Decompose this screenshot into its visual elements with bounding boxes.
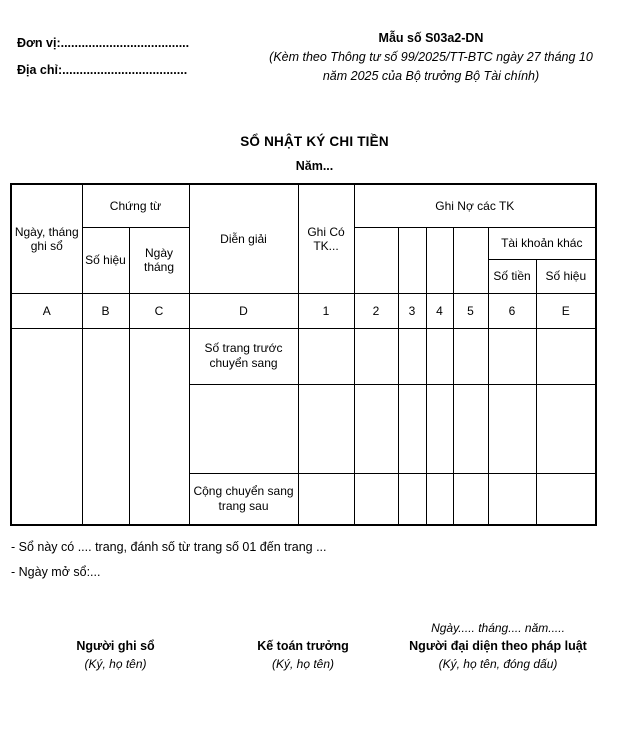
body-cell <box>453 473 488 525</box>
address-line: Địa chỉ:.................................... <box>17 63 188 77</box>
body-cell <box>354 328 398 384</box>
col-header-credit: Ghi Có TK... <box>298 184 354 293</box>
body-cell <box>426 473 453 525</box>
signature-block-legal-representative <box>402 619 594 674</box>
page-title: SỔ NHẬT KÝ CHI TIỀN <box>240 134 389 149</box>
footer-note-open-date: - Ngày mở sổ:... <box>11 565 101 579</box>
col-header-voucher-no: Số hiệu <box>82 227 129 293</box>
body-cell <box>488 384 536 473</box>
col-header-debit-group: Ghi Nợ các TK <box>354 184 596 227</box>
body-cell <box>536 473 596 525</box>
body-cell-date <box>11 328 82 525</box>
index-cell: 6 <box>488 293 536 328</box>
body-cell <box>536 328 596 384</box>
body-cell <box>426 384 453 473</box>
col-header-debit-3 <box>398 227 426 293</box>
index-cell: A <box>11 293 82 328</box>
body-cell <box>298 473 354 525</box>
index-cell: 2 <box>354 293 398 328</box>
body-cell <box>488 473 536 525</box>
form-note-line1: (Kèm theo Thông tư số 99/2025/TT-BTC ngày 27 tháng 10 <box>269 50 593 64</box>
index-cell: 5 <box>453 293 488 328</box>
body-cell <box>354 384 398 473</box>
body-cell <box>398 328 426 384</box>
body-cell <box>453 328 488 384</box>
form-note-line2: năm 2025 của Bộ trưởng Bộ Tài chính) <box>322 69 540 83</box>
col-header-amount: Số tiền <box>488 259 536 293</box>
column-index-row <box>11 293 596 328</box>
index-cell: 1 <box>298 293 354 328</box>
body-cell-voucher-no <box>82 328 129 525</box>
index-cell: C <box>129 293 189 328</box>
col-header-account-no: Số hiệu <box>536 259 596 293</box>
signature-note: (Ký, họ tên) <box>84 657 147 671</box>
form-number-block <box>238 31 624 86</box>
page-subtitle: Năm... <box>295 159 334 173</box>
footer-note-pages: - Sổ này có .... trang, đánh số từ trang số 01 đến trang ... <box>11 540 327 554</box>
body-cell-description: Cộng chuyển sang trang sau <box>189 473 298 525</box>
col-header-debit-5 <box>453 227 488 293</box>
form-number: Mẫu số S03a2-DN <box>378 31 484 45</box>
body-cell-voucher-date <box>129 328 189 525</box>
body-cell <box>298 384 354 473</box>
signature-note: (Ký, họ tên) <box>271 657 335 671</box>
col-header-debit-4 <box>426 227 453 293</box>
signature-title: Người đại diện theo pháp luật <box>409 639 587 653</box>
signature-date-line: Ngày..... tháng.... năm..... <box>431 621 565 635</box>
col-header-other-accounts: Tài khoản khác <box>488 227 596 259</box>
index-cell: 4 <box>426 293 453 328</box>
footer-notes <box>11 535 327 585</box>
body-cell <box>488 328 536 384</box>
index-cell: D <box>189 293 298 328</box>
body-cell <box>398 384 426 473</box>
signature-note: (Ký, họ tên, đóng dấu) <box>438 657 558 671</box>
signature-title: Kế toán trưởng <box>257 639 349 653</box>
body-cell <box>298 328 354 384</box>
index-cell: 3 <box>398 293 426 328</box>
body-cell <box>398 473 426 525</box>
col-header-voucher-group: Chứng từ <box>82 184 189 227</box>
index-cell: E <box>536 293 596 328</box>
body-cell-description: Số trang trước chuyển sang <box>189 328 298 384</box>
body-cell <box>536 384 596 473</box>
col-header-description: Diễn giải <box>189 184 298 293</box>
body-cell-description <box>189 384 298 473</box>
signature-block-chief-accountant <box>228 637 378 674</box>
col-header-voucher-date: Ngày tháng <box>129 227 189 293</box>
signature-block-recorder <box>38 637 193 674</box>
unit-address-block <box>17 30 189 84</box>
index-cell: B <box>82 293 129 328</box>
signature-title: Người ghi sổ <box>76 639 155 653</box>
journal-table <box>10 183 597 526</box>
body-cell <box>426 328 453 384</box>
body-cell <box>453 384 488 473</box>
body-cell <box>354 473 398 525</box>
col-header-date: Ngày, tháng ghi sổ <box>11 184 82 293</box>
form-note <box>238 48 624 86</box>
col-header-debit-2 <box>354 227 398 293</box>
table-row <box>11 328 596 384</box>
unit-line: Đơn vị:..................................... <box>17 36 190 50</box>
